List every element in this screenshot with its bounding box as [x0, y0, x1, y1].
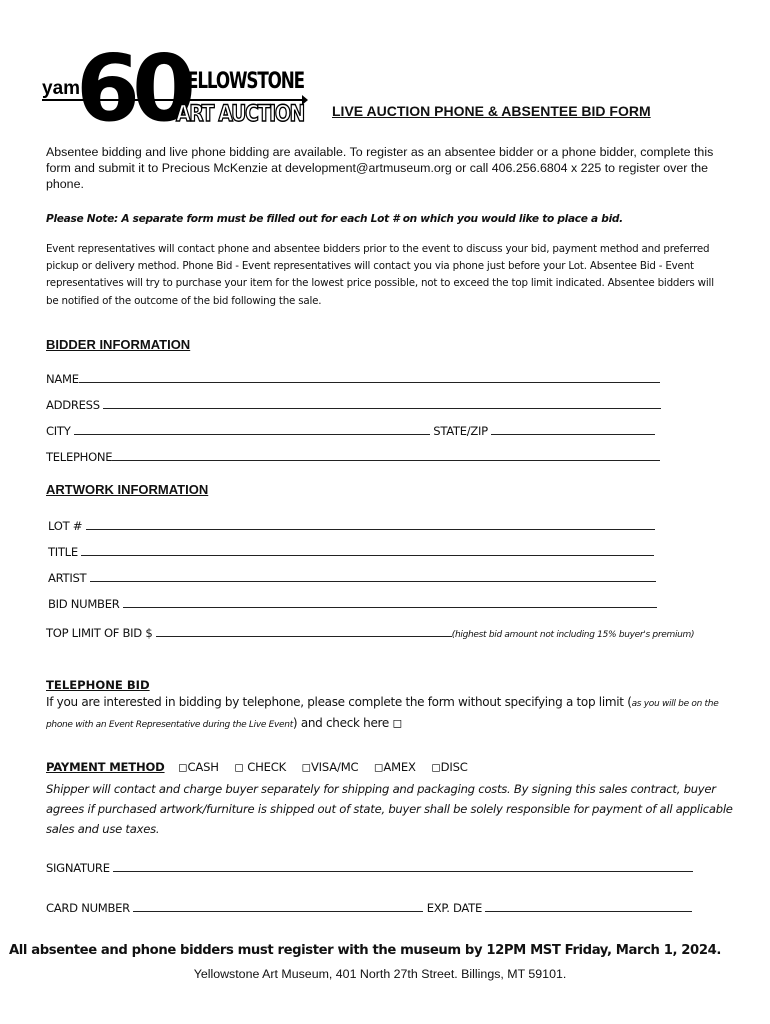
telephone-bid-text-start: If you are interested in bidding by telephone, please complete the form without specifying a top limit ( — [46, 695, 632, 709]
bid-number-row — [48, 596, 657, 611]
note-text: Please Note: A separate form must be filled out for each Lot # on which you would like to place a bid. — [46, 213, 623, 225]
bid-number-field[interactable] — [123, 596, 657, 608]
payment-method-row — [46, 760, 480, 774]
logo-line1: YELLOWSTONE — [175, 69, 305, 94]
lot-field[interactable] — [86, 518, 655, 530]
title-field[interactable] — [81, 544, 654, 556]
name-field[interactable] — [79, 371, 660, 383]
exp-date-label: EXP. DATE — [426, 901, 482, 915]
lot-label: LOT # — [48, 519, 83, 533]
card-row — [46, 900, 692, 915]
city-field[interactable] — [74, 423, 430, 435]
artwork-information-heading: ARTWORK INFORMATION — [46, 482, 209, 497]
top-limit-field[interactable] — [156, 625, 452, 637]
artist-field[interactable] — [90, 570, 656, 582]
exp-date-field[interactable] — [485, 900, 692, 912]
artist-label: ARTIST — [48, 571, 87, 585]
telephone-bid-heading: TELEPHONE BID — [46, 678, 150, 692]
city-row — [46, 423, 655, 438]
telephone-bid-checkbox[interactable]: ) and check here ◻ — [292, 716, 403, 730]
top-limit-row — [46, 625, 694, 640]
logo-prefix: yam — [42, 78, 81, 99]
card-number-field[interactable] — [133, 900, 423, 912]
logo-number: 60 — [76, 35, 189, 142]
name-row — [46, 371, 660, 386]
logo-line2: ART AUCTION — [176, 102, 305, 127]
card-number-label: CARD NUMBER — [46, 901, 130, 915]
yellowstone-art-auction-logo — [40, 35, 308, 142]
telephone-field[interactable] — [112, 449, 660, 461]
top-limit-label: TOP LIMIT OF BID $ — [46, 626, 153, 640]
telephone-bid-text — [46, 693, 736, 735]
museum-address: Yellowstone Art Museum, 401 North 27th Street. Billings, MT 59101. — [193, 967, 567, 981]
shipping-note: Shipper will contact and charge buyer separately for shipping and packaging costs. By signing this sales contract, buyer agrees if purchased artwork/furniture is shipped out of state, buyer shall be solely responsible for payment of all applicable sales and use taxes. — [46, 782, 733, 836]
signature-row — [46, 860, 693, 875]
payment-option-cash[interactable]: ◻CASH — [178, 760, 219, 774]
state-zip-label: STATE/ZIP — [433, 424, 488, 438]
top-limit-note: (highest bid amount not including 15% buyer's premium) — [451, 630, 695, 640]
state-zip-field[interactable] — [491, 423, 655, 435]
payment-option-check[interactable]: ◻ CHECK — [234, 760, 287, 774]
address-label: ADDRESS — [46, 398, 100, 412]
telephone-bid-aside: as you will be on the phone with an Event Representative during the Live Event — [46, 699, 719, 730]
artist-row — [48, 570, 656, 585]
address-field[interactable] — [103, 397, 661, 409]
name-label: NAME — [46, 372, 79, 386]
bidder-information-heading: BIDDER INFORMATION — [46, 337, 191, 352]
registration-deadline: All absentee and phone bidders must register with the museum by 12PM MST Friday, March 1, 2024. — [8, 943, 721, 958]
title-row — [48, 544, 654, 559]
telephone-label: TELEPHONE — [46, 450, 113, 464]
payment-method-label: PAYMENT METHOD — [46, 760, 165, 774]
telephone-row — [46, 449, 660, 464]
title-label: TITLE — [48, 545, 78, 559]
form-title: LIVE AUCTION PHONE & ABSENTEE BID FORM — [332, 103, 651, 119]
payment-option-disc[interactable]: ◻DISC — [431, 760, 468, 774]
address-row — [46, 397, 661, 412]
signature-field[interactable] — [113, 860, 693, 872]
city-label: CITY — [46, 424, 71, 438]
intro-text: Absentee bidding and live phone bidding are available. To register as an absentee bidder or a phone bidder, complete this form and submit it to Precious McKenzie at development@artmuseum.org or call 406.256.6804 x 225 to register over the phone. — [46, 145, 714, 191]
representatives-paragraph: Event representatives will contact phone and absentee bidders prior to the event to discuss your bid, payment method and preferred pickup or delivery method. Phone Bid - Event representatives will contact you via phone just before your Lot. Absentee Bid - Event representatives will try to purchase your item for the lowest price possible, not to exceed the top limit indicated. Absentee bidders will be notified of the outcome of the bid following the sale. — [46, 243, 714, 307]
payment-option-visa-mc[interactable]: ◻VISA/MC — [301, 760, 359, 774]
bid-number-label: BID NUMBER — [48, 597, 120, 611]
payment-option-amex[interactable]: ◻AMEX — [373, 760, 416, 774]
lot-row — [48, 518, 655, 533]
signature-label: SIGNATURE — [46, 861, 110, 875]
